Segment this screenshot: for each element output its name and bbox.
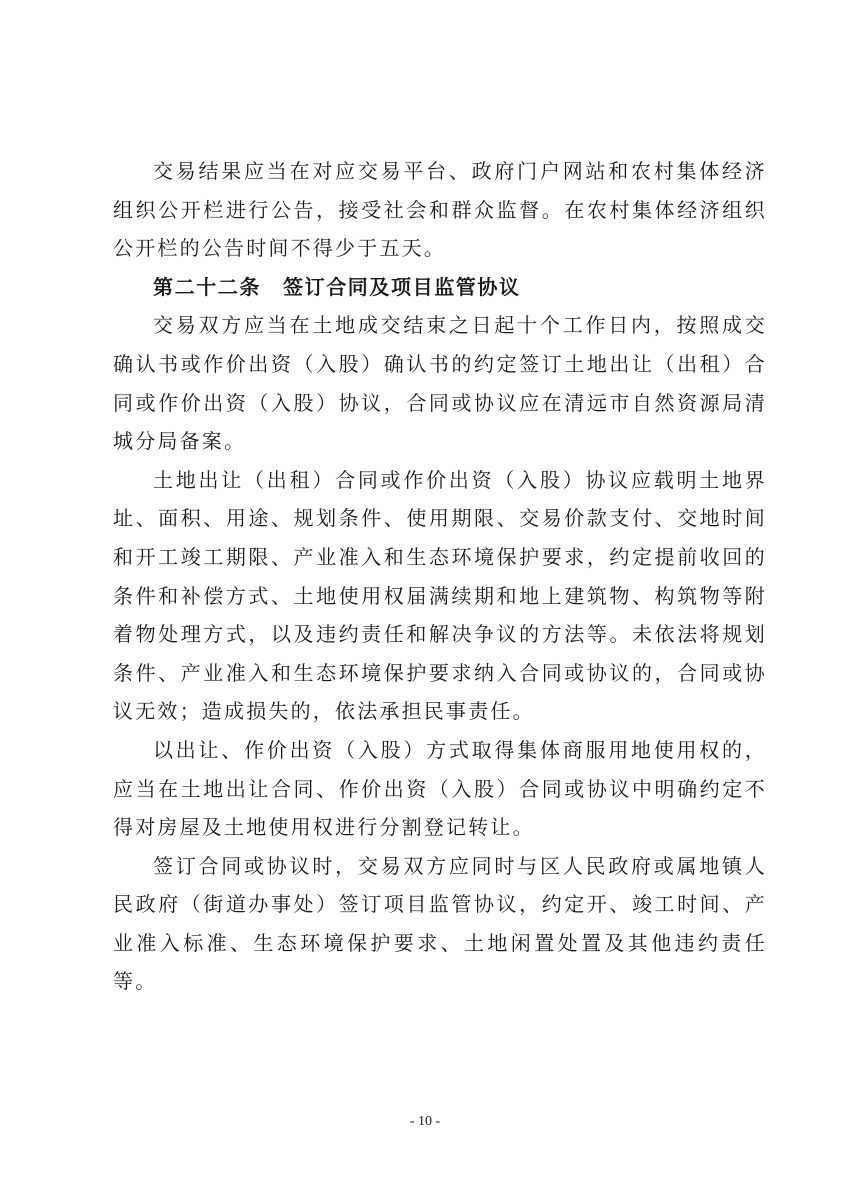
article-number: 第二十二条 [153, 274, 261, 299]
paragraph-no-division: 以出让、作价出资（入股）方式取得集体商服用地使用权的，应当在土地出让合同、作价出资（入股）合同或协议中明确约定不得对房屋及土地使用权进行分割登记转让。 [113, 737, 767, 840]
paragraph-contract-signing: 交易双方应当在土地成交结束之日起十个工作日内，按照成交确认书或作价出资（入股）确认书的约定签订土地出让（出租）合同或作价出资（入股）协议，合同或协议应在清远市自然资源局清城分局备案。 [113, 313, 767, 454]
article-heading [113, 268, 767, 307]
article-title: 签订合同及项目监管协议 [283, 274, 521, 299]
paragraph-contract-contents: 土地出让（出租）合同或作价出资（入股）协议应载明土地界址、面积、用途、规划条件、使用期限、交易价款支付、交地时间和开工竣工期限、产业准入和生态环境保护要求，约定提前收回的条件和补偿方式、土地使用权届满续期和地上建筑物、构筑物等附着物处理方式，以及违约责任和解决争议的方法等。未依法将规划条件、产业准入和生态环境保护要求纳入合同或协议的，合同或协议无效；造成损失的，依法承担民事责任。 [113, 467, 767, 724]
paragraph-announcement: 交易结果应当在对应交易平台、政府门户网站和农村集体经济组织公开栏进行公告，接受社会和群众监督。在农村集体经济组织公开栏的公告时间不得少于五天。 [113, 159, 767, 261]
document-body [113, 152, 767, 1001]
page-number: - 10 - [409, 1114, 441, 1129]
paragraph-supervision-agreement: 签订合同或协议时，交易双方应同时与区人民政府或属地镇人民政府（街道办事处）签订项目监管协议，约定开、竣工时间、产业准入标准、生态环境保护要求、土地闲置处置及其他违约责任等。 [113, 853, 767, 994]
